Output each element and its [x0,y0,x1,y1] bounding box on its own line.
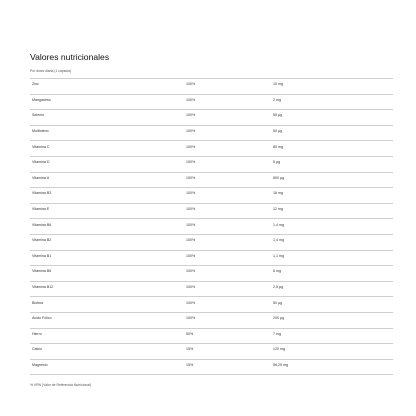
nutrient-name: Vitamina B2 [32,238,52,243]
nutrient-vrn: 15% [186,347,194,352]
table-row [30,172,393,188]
vrn-footnote: % VRN (Valor de Referencia Nutricional) [30,383,91,388]
nutrient-quantity: 2 mg [273,97,281,102]
nutrient-name: Biotina [32,300,43,305]
nutrient-name: Vitamina B6 [32,222,52,227]
table-row [30,203,393,219]
nutrient-vrn: 100% [186,222,196,227]
table-row [30,94,393,110]
nutrition-panel [30,52,393,388]
nutrient-quantity: 120 mg [273,347,285,352]
nutrient-vrn: 100% [186,269,196,274]
table-row [30,234,393,250]
nutrient-quantity: 80 mg [273,144,283,149]
nutrient-vrn: 100% [186,191,196,196]
table-row [30,312,393,328]
nutrient-quantity: 55 µg [273,113,283,118]
nutrient-vrn: 100% [186,175,196,180]
nutrient-quantity: 10 mg [273,82,283,87]
table-row [30,265,393,281]
table-row [30,125,393,141]
nutrient-name: Magnesio [32,362,48,367]
table-row [30,281,393,297]
nutrient-quantity: 12 mg [273,206,283,211]
nutrient-name: Vitamina B1 [32,253,52,258]
nutrient-vrn: 100% [186,128,196,133]
table-row [30,250,393,266]
table-row [30,109,393,125]
nutrient-vrn: 100% [186,82,196,87]
nutrient-vrn: 100% [186,316,196,321]
table-row [30,140,393,156]
table-row [30,156,393,172]
nutrient-vrn: 100% [186,238,196,243]
nutrient-vrn: 100% [186,97,196,102]
nutrient-quantity: 50 µg [273,300,283,305]
nutrient-quantity: 200 µg [273,316,285,321]
nutrient-quantity: 5 µg [273,160,281,165]
nutrient-vrn: 15% [186,362,194,367]
nutrient-quantity: 1,4 mg [273,222,284,227]
table-row [30,359,393,376]
nutrient-vrn: 100% [186,284,196,289]
nutrient-quantity: 1,4 mg [273,238,284,243]
nutrient-quantity: 50 µg [273,128,283,133]
nutrient-vrn: 100% [186,300,196,305]
table-row [30,218,393,234]
table-row [30,296,393,312]
nutrient-name: Molibdeno [32,128,49,133]
page-title: Valores nutricionales [30,52,110,62]
nutrient-vrn: 100% [186,206,196,211]
nutrient-name: Vitamina B5 [32,269,52,274]
nutrient-vrn: 100% [186,113,196,118]
table-row [30,328,393,344]
nutrient-vrn: 50% [186,331,194,336]
nutrient-name: Selenio [32,113,44,118]
nutrient-vrn: 100% [186,253,196,258]
nutrient-name: Vitamina C [32,144,50,149]
nutrient-name: Manganeso [32,97,51,102]
serving-size-note: Por dosis diaria (1 cápsula) [30,69,72,73]
nutrient-quantity: 2,5 µg [273,284,284,289]
nutrient-name: Zinc [32,82,39,87]
nutrient-vrn: 100% [186,160,196,165]
nutrient-name: Vitamina A [32,175,50,180]
nutrient-vrn: 100% [186,144,196,149]
nutrient-name: Vitamina D [32,160,50,165]
nutrient-quantity: 7 mg [273,331,281,336]
nutrient-quantity: 6 mg [273,269,281,274]
nutrient-name: Vitamina E [32,206,50,211]
nutrient-name: Ácido Fólico [32,316,52,321]
nutrient-name: Vitamina B3 [32,191,52,196]
nutrient-quantity: 56,25 mg [273,362,288,367]
table-row [30,78,393,94]
nutrient-name: Vitamina B12 [32,284,54,289]
nutrient-name: Hierro [32,331,42,336]
table-row [30,343,393,359]
nutrient-quantity: 16 mg [273,191,283,196]
nutrient-name: Calcio [32,347,42,352]
nutrient-quantity: 800 µg [273,175,285,180]
nutrition-table [30,78,393,375]
nutrient-quantity: 1,1 mg [273,253,284,258]
table-row [30,187,393,203]
